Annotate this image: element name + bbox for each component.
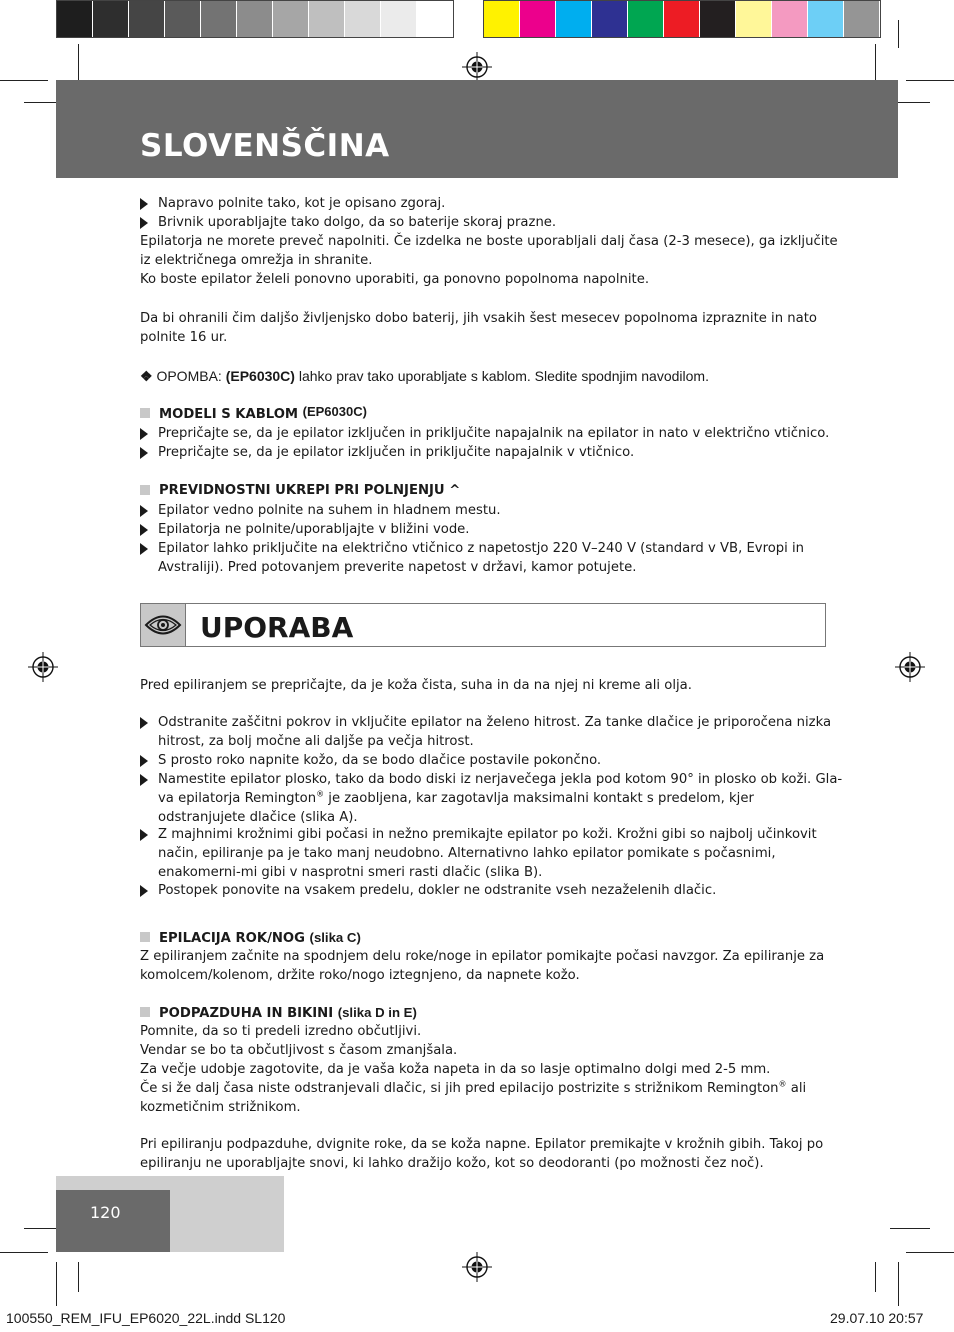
list-item — [140, 520, 845, 539]
color-swatch — [57, 1, 93, 37]
bullet-text: Epilator vedno polnite na suhem in hladnem mestu. — [158, 503, 501, 518]
square-bullet-icon — [140, 1007, 150, 1017]
paragraph: Za večje udobje zagotovite, da je vaša koža napeta in da so lasje optimalno dolgi med 2-5 mm. — [140, 1062, 771, 1077]
bullet-triangle-icon — [140, 447, 148, 459]
heading-model: (EP6030C) — [302, 404, 367, 419]
list-item — [140, 751, 845, 770]
note-model: (EP6030C) — [225, 368, 295, 384]
list-item — [140, 713, 845, 751]
bullet-triangle-icon — [140, 505, 148, 517]
paragraph: Z epiliranjem začnite na spodnjem delu roke/noge in epilator pomikajte počasi navzgor. Za epiliranje za komolcem/kolenom, držite roko/nogo iztegnjeno, da napnete kožo. — [140, 949, 825, 983]
usage-title: UPORABA — [200, 611, 354, 644]
crop-mark — [56, 1262, 57, 1306]
crop-mark — [906, 80, 954, 81]
color-swatch — [772, 1, 808, 37]
list-item — [140, 213, 845, 232]
warning-icon: ❖ — [140, 368, 153, 384]
bullet-text: S prosto roko napnite kožo, da se bodo dlačice postavile pokončno. — [158, 753, 602, 768]
color-swatch — [844, 1, 880, 37]
paragraph: Pomnite, da so ti predeli izredno občutljivi. — [140, 1024, 422, 1039]
section-heading — [140, 481, 460, 500]
color-swatch — [664, 1, 700, 37]
bullet-triangle-icon — [140, 774, 148, 786]
list-item — [140, 825, 845, 882]
bullet-text: Brivnik uporabljajte tako dolgo, da so baterije skoraj prazne. — [158, 215, 557, 230]
list-item — [140, 424, 845, 443]
list-item — [140, 443, 845, 462]
registration-mark-icon — [895, 652, 925, 682]
color-swatch — [237, 1, 273, 37]
crop-mark — [875, 1262, 876, 1292]
bullet-triangle-icon — [140, 755, 148, 767]
bullet-text: Postopek ponovite na vsakem predelu, dokler ne odstranite vseh nezaželenih dlačic. — [158, 883, 717, 898]
color-swatch — [345, 1, 381, 37]
note-label: OPOMBA: — [156, 368, 222, 384]
crop-mark — [0, 1252, 48, 1253]
color-swatch — [592, 1, 628, 37]
list-item — [140, 194, 845, 213]
paragraph: Ko boste epilator želeli ponovno uporabiti, ga ponovno popolnoma napolnite. — [140, 272, 650, 287]
section-heading — [140, 1003, 417, 1023]
process-color-bar — [483, 0, 881, 38]
square-bullet-icon — [140, 932, 150, 942]
paragraph: Pri epiliranju podpazduhe, dvignite roke, da se koža napne. Epilator premikajte v krožnih gibih. Takoj po epiliranju ne uporabljajte snovi, ki lahko dražijo kožo, kot so deodoranti (po možnosti čez noč). — [140, 1137, 824, 1171]
bullet-triangle-icon — [140, 543, 148, 555]
bullet-triangle-icon — [140, 217, 148, 229]
color-swatch — [93, 1, 129, 37]
bullet-text: Napravo polnite tako, kot je opisano zgoraj. — [158, 196, 446, 211]
bullet-text: Namestite epilator plosko, tako da bodo diski iz nerjavečega jekla pod kotom 90° in plosko ob koži. Gla-va epilatorja Remington® je zaobljena, kar zagotavlja maksimalni kontakt s predelom, kjer odstranjujete dlačice (slika A). — [158, 772, 843, 825]
title-band — [56, 80, 898, 178]
note-text: lahko prav tako uporabljate s kablom. Sledite spodnjim navodilom. — [298, 368, 709, 384]
bullet-triangle-icon — [140, 829, 148, 841]
paragraph: Epilatorja ne morete preveč napolniti. Če izdelka ne boste uporabljali dalj časa (2-3 mesece), ga izključite iz električnega omrežja in shranite. — [140, 234, 838, 268]
square-bullet-icon — [140, 408, 150, 418]
bullet-text: Epilatorja ne polnite/uporabljajte v bližini vode. — [158, 522, 470, 537]
color-swatch — [381, 1, 417, 37]
heading-suffix: (slika C) — [309, 930, 361, 945]
registration-mark-icon — [28, 652, 58, 682]
bullet-triangle-icon — [140, 524, 148, 536]
color-swatch — [556, 1, 592, 37]
color-swatch — [309, 1, 345, 37]
list-item — [140, 539, 845, 577]
color-swatch — [484, 1, 520, 37]
bullet-triangle-icon — [140, 198, 148, 210]
bullet-triangle-icon — [140, 428, 148, 440]
list-item — [140, 770, 845, 827]
section-heading — [140, 928, 361, 948]
bullet-text: Z majhnimi krožnimi gibi počasi in nežno premikajte epilator po koži. Krožni gibi so najbolj učinkovit način, epiliranje pa je tako manj neudobno. Alternativno lahko epilator pomikate s počasnimi, enakomerni-mi gibi v nasprotni smeri rasti dlačic (slika B). — [158, 827, 817, 880]
color-swatch — [417, 1, 453, 37]
paragraph: Da bi ohranili čim daljšo življenjsko dobo baterij, jih vsakih šest mesecev popolnoma izpraznite in nato polnite 16 ur. — [140, 311, 817, 345]
slug-timestamp: 29.07.10 20:57 — [830, 1310, 924, 1326]
note-line — [140, 367, 845, 386]
bullet-triangle-icon — [140, 885, 148, 897]
color-swatch — [628, 1, 664, 37]
heading-text: MODELI S KABLOM — [159, 407, 299, 422]
heading-suffix: (slika D in E) — [337, 1005, 417, 1020]
section-heading — [140, 404, 367, 424]
crop-mark — [890, 1228, 930, 1229]
list-item — [140, 881, 845, 900]
crop-mark — [78, 1262, 79, 1292]
bullet-text: Odstranite zaščitni pokrov in vključite epilator na želeno hitrost. Za tanke dlačice je priporočena nizka hitrost, za bolj močne ali daljše pa večja hitrost. — [158, 715, 832, 749]
color-swatch — [273, 1, 309, 37]
registration-mark-icon — [462, 52, 492, 82]
bullet-triangle-icon — [140, 717, 148, 729]
bullet-text: Prepričajte se, da je epilator izključen in priključite napajalnik v vtičnico. — [158, 445, 635, 460]
color-swatch — [520, 1, 556, 37]
registration-mark-icon — [462, 1252, 492, 1282]
page-number: 120 — [90, 1203, 121, 1222]
heading-text: PREVIDNOSTNI UKREPI PRI POLNJENJU ^ — [159, 483, 461, 498]
color-swatch — [165, 1, 201, 37]
crop-mark — [898, 1262, 899, 1306]
crop-mark — [906, 1252, 954, 1253]
list-item — [140, 501, 845, 520]
color-swatch — [201, 1, 237, 37]
page-title: SLOVENŠČINA — [140, 128, 390, 164]
paragraph: Vendar se bo ta občutljivost s časom zmanjšala. — [140, 1043, 458, 1058]
usage-section-header — [140, 603, 826, 647]
crop-mark — [898, 20, 899, 48]
color-swatch — [736, 1, 772, 37]
slug-filename: 100550_REM_IFU_EP6020_22L.indd SL120 — [6, 1310, 286, 1326]
heading-text: EPILACIJA ROK/NOG — [159, 931, 305, 946]
bullet-text: Epilator lahko priključite na električno vtičnico z napetostjo 220 V–240 V (standard v VB, Evropi in Avstraliji). Pred potovanjem preverite napetost v državi, kamor potujete. — [158, 541, 805, 575]
paragraph: Če si že dalj časa niste odstranjevali dlačic, si jih pred epilacijo postrizite s strižnikom Remington® ali kozmetičnim strižnikom. — [140, 1079, 807, 1115]
heading-text: PODPAZDUHA IN BIKINI — [159, 1006, 334, 1021]
paragraph: Pred epiliranjem se prepričajte, da je koža čista, suha in da na njej ni kreme ali olja. — [140, 678, 692, 693]
grayscale-color-bar — [56, 0, 454, 38]
color-swatch — [808, 1, 844, 37]
bullet-text: Prepričajte se, da je epilator izključen in priključite napajalnik na epilator in nato v električno vtičnico. — [158, 426, 830, 441]
color-swatch — [129, 1, 165, 37]
crop-mark — [0, 80, 48, 81]
eye-icon — [141, 604, 186, 646]
color-swatch — [700, 1, 736, 37]
square-bullet-icon — [140, 485, 150, 495]
